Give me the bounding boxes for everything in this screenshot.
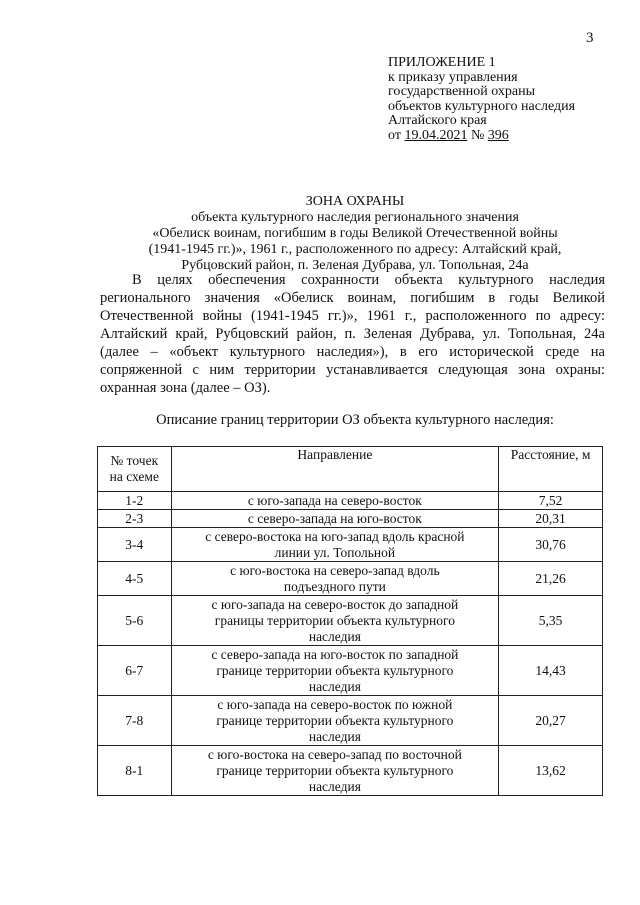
direction-line: линии ул. Топольной bbox=[274, 544, 396, 560]
body-line: Отечественной войны (1941-1945 гг.)», 1961 г., расположенного по адресу: bbox=[100, 308, 605, 324]
cell-direction bbox=[171, 528, 499, 562]
cell-direction bbox=[171, 562, 499, 596]
cell-direction bbox=[171, 492, 499, 510]
direction-line: наследия bbox=[308, 678, 361, 694]
direction-line: подъездного пути bbox=[283, 578, 386, 594]
cell-distance: 20,31 bbox=[499, 510, 603, 528]
appendix-block bbox=[388, 56, 575, 143]
direction-line: границе территории объекта культурного bbox=[216, 762, 454, 778]
body-line: сопряженной с ним территории устанавливается следующая зона охраны: bbox=[100, 362, 605, 378]
cell-distance: 5,35 bbox=[499, 596, 603, 646]
direction-line: с юго-запада на северо-восток bbox=[247, 492, 422, 508]
table-row bbox=[98, 696, 603, 746]
appendix-line: к приказу управления bbox=[388, 69, 518, 85]
title-line: (1941-1945 гг.)», 1961 г., расположенного по адресу: Алтайский край, bbox=[148, 242, 562, 257]
body-line: охранная зона (далее – ОЗ). bbox=[100, 380, 271, 396]
direction-line: с юго-запада на северо-восток по южной bbox=[217, 696, 453, 712]
page-title: ЗОНА ОХРАНЫ bbox=[305, 194, 405, 209]
cell-points: 5-6 bbox=[98, 596, 172, 646]
body-line: Алтайский край, Рубцовский район, п. Зеленая Дубрава, ул. Топольная, 24а bbox=[100, 326, 605, 342]
cell-direction bbox=[171, 596, 499, 646]
body-line: В целях обеспечения сохранности объекта культурного наследия bbox=[132, 272, 605, 288]
cell-points: 1-2 bbox=[98, 492, 172, 510]
date-prefix: от bbox=[388, 127, 401, 143]
title-line: Рубцовский район, п. Зеленая Дубрава, ул. Топольная, 24а bbox=[181, 258, 529, 273]
direction-line: границе территории объекта культурного bbox=[216, 662, 454, 678]
order-number: 396 bbox=[487, 127, 509, 143]
cell-direction bbox=[171, 696, 499, 746]
direction-line: с северо-запада на юго-восток bbox=[247, 510, 422, 526]
title-line: «Обелиск воинам, погибшим в годы Великой Отечественной войны bbox=[152, 226, 558, 241]
cell-points: 6-7 bbox=[98, 646, 172, 696]
body-line: регионального значения «Обелиск воинам, погибшим в годы Великой bbox=[100, 290, 605, 306]
appendix-date-line bbox=[388, 129, 575, 144]
appendix-line: Алтайского края bbox=[388, 113, 487, 128]
header-points bbox=[98, 447, 172, 492]
direction-line: с северо-востока на юго-запад вдоль красной bbox=[205, 528, 465, 544]
cell-distance: 21,26 bbox=[499, 562, 603, 596]
direction-line: наследия bbox=[308, 728, 361, 744]
title-block bbox=[100, 194, 610, 274]
direction-line: с юго-запада на северо-восток до западной bbox=[211, 596, 459, 612]
table-row bbox=[98, 646, 603, 696]
cell-distance: 7,52 bbox=[499, 492, 603, 510]
body-paragraph bbox=[100, 271, 605, 397]
direction-line: границе территории объекта культурного bbox=[216, 712, 454, 728]
table-caption: Описание границ территории ОЗ объекта культурного наследия: bbox=[156, 412, 554, 428]
direction-line: с юго-востока на северо-запад вдоль bbox=[230, 562, 440, 578]
table-row bbox=[98, 746, 603, 796]
cell-distance: 20,27 bbox=[499, 696, 603, 746]
cell-points: 7-8 bbox=[98, 696, 172, 746]
order-date: 19.04.2021 bbox=[404, 127, 468, 143]
table-row bbox=[98, 562, 603, 596]
header-points-line2: на схеме bbox=[109, 469, 159, 484]
cell-points: 8-1 bbox=[98, 746, 172, 796]
cell-distance: 14,43 bbox=[499, 646, 603, 696]
cell-direction bbox=[171, 746, 499, 796]
appendix-line: объектов культурного наследия bbox=[388, 98, 576, 114]
cell-points: 3-4 bbox=[98, 528, 172, 562]
direction-line: наследия bbox=[308, 628, 361, 644]
table-header-row bbox=[98, 447, 603, 492]
direction-line: с юго-востока на северо-запад по восточной bbox=[207, 746, 462, 762]
body-line: (далее – «объект культурного наследия»), в его исторической среде на bbox=[100, 344, 605, 360]
cell-points: 2-3 bbox=[98, 510, 172, 528]
header-distance: Расстояние, м bbox=[499, 447, 603, 492]
direction-line: с северо-запада на юго-восток по западной bbox=[211, 646, 459, 662]
direction-line: границы территории объекта культурного bbox=[214, 612, 455, 628]
header-direction: Направление bbox=[171, 447, 499, 492]
table-row bbox=[98, 492, 603, 510]
direction-line: наследия bbox=[308, 778, 361, 794]
cell-direction bbox=[171, 510, 499, 528]
appendix-line: государственной охраны bbox=[388, 84, 536, 99]
title-line: объекта культурного наследия регионального значения bbox=[191, 210, 519, 225]
cell-direction bbox=[171, 646, 499, 696]
cell-distance: 30,76 bbox=[499, 528, 603, 562]
table-body bbox=[98, 492, 603, 796]
boundary-table bbox=[97, 446, 603, 796]
page-number: 3 bbox=[586, 30, 594, 46]
table-row bbox=[98, 596, 603, 646]
cell-points: 4-5 bbox=[98, 562, 172, 596]
appendix-line: ПРИЛОЖЕНИЕ 1 bbox=[388, 55, 496, 70]
header-points-line1: № точек bbox=[110, 453, 159, 468]
cell-distance: 13,62 bbox=[499, 746, 603, 796]
table-row bbox=[98, 528, 603, 562]
number-prefix: № bbox=[470, 127, 485, 143]
table-row bbox=[98, 510, 603, 528]
